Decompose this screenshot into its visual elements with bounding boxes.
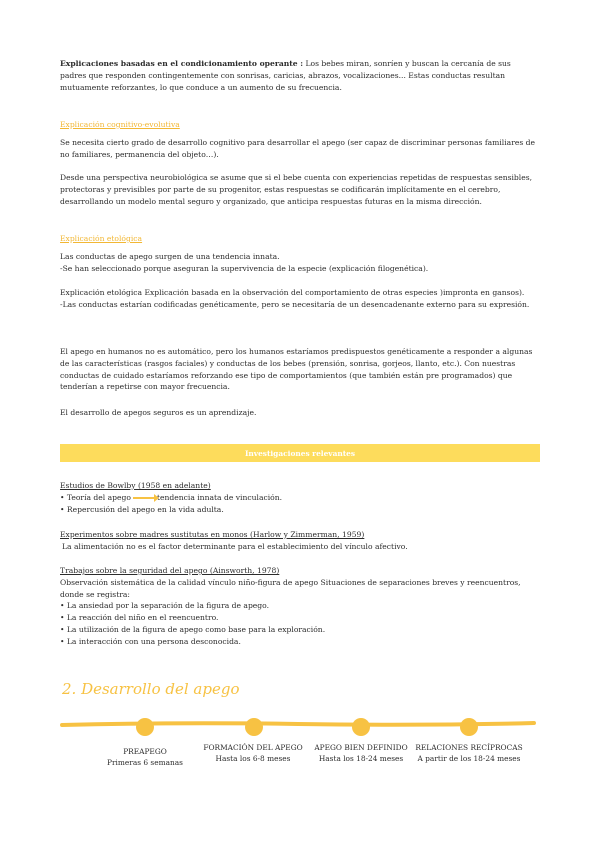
ethological-line-2: -Se han seleccionado porque aseguran la supervivencia de la especie (explicación filogenética). [60,263,429,273]
ainsworth-item: • La utilización de la figura de apego como base para la exploración. [60,624,326,634]
stage-preapego [90,746,200,768]
stage-time: A partir de los 18-24 meses [417,754,521,763]
ethological-block-2 [60,287,538,311]
stage-name: FORMACIÓN DEL APEGO [203,743,303,752]
cognitive-paragraph-2: Desde una perspectiva neurobiológica se asume que si el bebe cuenta con experiencias repetidas de respuestas sensibles, protectoras y previsibles por parte de su progenitor, estas respuestas se codificarán implícitamente en el cerebro, desarrollando un modelo mental seguro y organizado, que anticipa respuestas futuras en la misma dirección. [60,173,533,206]
research-banner [60,444,540,462]
operant-title: Explicaciones basadas en el condicionamiento operante : [60,59,304,68]
stage-time: Hasta los 18-24 meses [318,754,404,763]
stage-time: Primeras 6 semanas [107,758,183,767]
harlow-block [60,529,538,553]
ethological-imprint: Explicación etológica Explicación basada en la observación del comportamiento de otras especies )impronta en gansos). [60,288,525,297]
stage-apego-definido [306,742,416,764]
stage-name: APEGO BIEN DEFINIDO [314,743,408,752]
stage-formacion [198,742,308,764]
cognitive-paragraph-1: Se necesita cierto grado de desarrollo cognitivo para desarrollar el apego (ser capaz de discriminar personas familiares de no familiares, permanencia del objeto…). [60,138,535,159]
stage-time: Hasta los 6-8 meses [215,754,291,763]
ethological-paragraph-4: El desarrollo de apegos seguros es un aprendizaje. [60,408,257,417]
ainsworth-title: Trabajos sobre la seguridad del apego (Ainsworth, 1978) [60,566,280,575]
ethological-genetic: -Las conductas estarían codificadas genéticamente, pero se necesitaría de un desencadenante externo para su expresión. [60,299,530,309]
ainsworth-text: Observación sistemática de la calidad vínculo niño-figura de apego Situaciones de separaciones breves y reencuentros, donde se registra: [60,577,521,599]
research-banner-label: Investigaciones relevantes [244,448,356,458]
ainsworth-item: • La ansiedad por la separación de la figura de apego. [60,601,270,611]
ethological-block-1 [60,251,538,275]
bowlby-title: Estudios de Bowlby (1958 en adelante) [60,481,211,490]
harlow-title: Experimentos sobre madres sustitutas en monos (Harlow y Zimmerman, 1959) [60,530,365,539]
harlow-text: La alimentación no es el factor determinante para el establecimiento del vínculo afectivo. [62,541,408,551]
stage-name: RELACIONES RECÍPROCAS [415,743,523,752]
bowlby-item-1 [60,492,538,504]
ainsworth-item: • La reacción del niño en el reencuentro. [60,613,219,623]
timeline-dot [460,718,478,736]
arrow-right-icon [133,497,155,499]
stage-relaciones [414,742,524,764]
bowlby-item-1-label: • Teoría del apego [60,492,131,502]
bowlby-item-2: • Repercusión del apego en la vida adulta. [60,504,224,514]
timeline-dot [136,718,154,736]
timeline-dot [245,718,263,736]
operant-paragraph [60,58,538,93]
ethological-paragraph-3: El apego en humanos no es automático, pero los humanos estaríamos predispuestos genéticamente a responder a algunas de las características (rasgos faciales) y conductas de los bebes (prensión, sonrisa, gorjeos, llanto, etc.). Con nuestras conductas de cuidado estaríamos reforzando ese tipo de comportamientos (que también están pre programados) que tenderían a repetirse con mayor frecuencia. [60,347,533,392]
bowlby-item-1-text: tendencia innata de vinculación. [156,492,283,502]
section-2-heading: 2. Desarrollo del apego [62,680,240,698]
stage-name: PREAPEGO [123,747,167,756]
bowlby-block [60,480,538,515]
ethological-line-1: Las conductas de apego surgen de una tendencia innata. [60,252,280,261]
ainsworth-item: • La interacción con una persona desconocida. [60,636,241,646]
operant-text: Los bebes miran, sonríen y buscan la cercanía de sus padres que responden contingentemente con sonrisas, caricias, abrazos, vocalizaciones... Estas conductas resultan mutuamente reforzantes, lo que conduce a un aumento de su frecuencia. [60,59,511,92]
timeline-dot [352,718,370,736]
ethological-heading: Explicación etológica [60,234,143,243]
cognitive-heading: Explicación cognitivo-evolutiva [60,120,180,129]
ainsworth-block [60,565,538,648]
